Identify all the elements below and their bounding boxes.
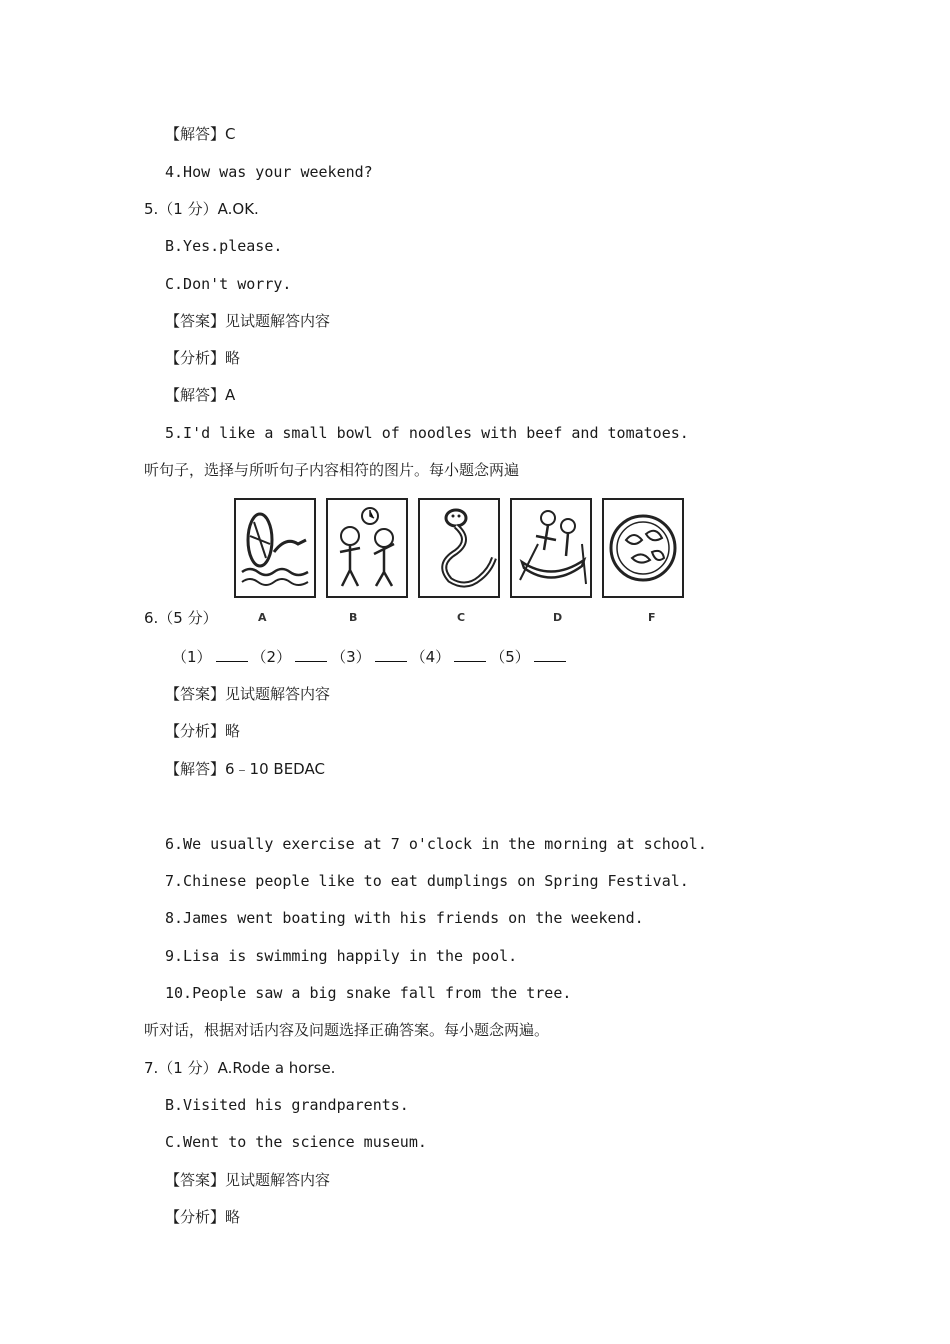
answer-blank[interactable] — [375, 647, 407, 662]
answer-line: 【答案】见试题解答内容 — [165, 312, 331, 330]
question-stem: 6.（5 分） — [144, 609, 218, 627]
option-b: B.Yes.please. — [165, 237, 283, 255]
picture-label-a: A — [258, 611, 267, 624]
transcript-sentence: 7.Chinese people like to eat dumplings on Spring Festival. — [165, 872, 689, 890]
answer-blank[interactable] — [295, 647, 327, 662]
solution-line: 【解答】C — [165, 125, 236, 143]
answer-blank[interactable] — [534, 647, 566, 662]
answer-line: 【答案】见试题解答内容 — [165, 685, 331, 703]
blank-label: （4） — [410, 648, 451, 666]
swimmer-pool-picture — [234, 498, 316, 598]
section-instruction: 听句子，选择与所听句子内容相符的图片。每小题念两遍 — [144, 461, 520, 479]
picture-label-b: B — [349, 611, 358, 624]
option-c: C.Went to the science museum. — [165, 1133, 427, 1151]
solution-line: 【解答】6﹣10 BEDAC — [165, 760, 325, 778]
picture-label-d: D — [553, 611, 563, 624]
question-text: 4.How was your weekend? — [165, 163, 373, 181]
option-b: B.Visited his grandparents. — [165, 1096, 409, 1114]
answer-line: 【答案】见试题解答内容 — [165, 1171, 331, 1189]
answer-blank[interactable] — [216, 647, 248, 662]
blank-label: （1） — [172, 648, 212, 666]
blank-label: （3） — [331, 648, 371, 666]
picture-row — [232, 498, 684, 602]
question-stem: 5.（1 分）A.OK. — [144, 200, 259, 218]
answer-blank[interactable] — [454, 647, 486, 662]
picture-label-c: C — [457, 611, 466, 624]
exercise-clock-picture — [326, 498, 408, 598]
option-c: C.Don't worry. — [165, 275, 292, 293]
blank-label: （5） — [490, 648, 530, 666]
picture-label-f: F — [648, 611, 656, 624]
transcript-sentence: 6.We usually exercise at 7 o'clock in the morning at school. — [165, 835, 707, 853]
section-instruction: 听对话，根据对话内容及问题选择正确答案。每小题念两遍。 — [144, 1021, 550, 1039]
question-text: 5.I'd like a small bowl of noodles with beef and tomatoes. — [165, 424, 689, 442]
analysis-line: 【分析】略 — [165, 1208, 241, 1226]
transcript-sentence: 10.People saw a big snake fall from the tree. — [165, 984, 572, 1002]
solution-line: 【解答】A — [165, 386, 236, 404]
question-stem: 7.（1 分）A.Rode a horse. — [144, 1059, 336, 1077]
answer-blanks — [172, 647, 570, 667]
transcript-sentence: 8.James went boating with his friends on the weekend. — [165, 909, 644, 927]
blank-label: （2） — [251, 648, 292, 666]
snake-picture — [418, 498, 500, 598]
dumplings-bowl-picture — [602, 498, 684, 598]
analysis-line: 【分析】略 — [165, 722, 241, 740]
transcript-sentence: 9.Lisa is swimming happily in the pool. — [165, 947, 518, 965]
analysis-line: 【分析】略 — [165, 349, 241, 367]
boating-picture — [510, 498, 592, 598]
